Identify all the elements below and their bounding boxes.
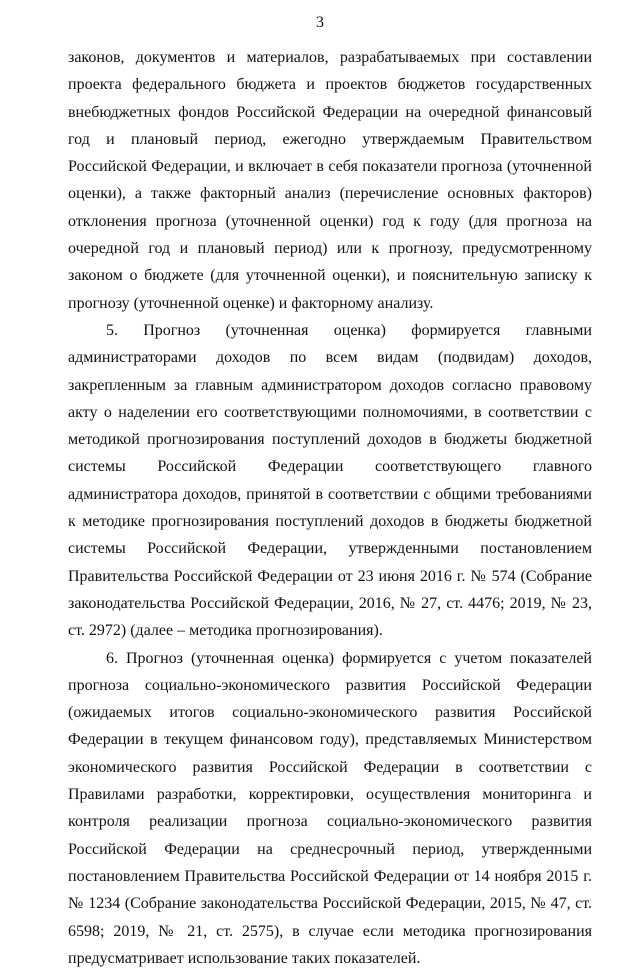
paragraph-continuation: законов, документов и материалов, разрабатываемых при составлении проекта федерального бюджета и проектов бюджетов государственных внебюджетных фондов Российской Федерации на очередной финансовый год и плановый период, ежегодно утверждаемым Правительством Российской Федерации, и включает в себя показатели прогноза (уточненной оценки), а также факторный анализ (перечисление основных факторов) отклонения прогноза (уточненной оценки) год к году (для прогноза на очередной год и плановый период) или к прогнозу, предусмотренному законом о бюджете (для уточненной оценки), и пояснительную записку к прогнозу (уточненной оценке) и факторному анализу.	[68, 49, 592, 312]
page-number: 3	[316, 14, 324, 31]
paragraph-item-5: 5. Прогноз (уточненная оценка) формируется главными администраторами доходов по всем видам (подвидам) доходов, закрепленным за главным администратором доходов согласно правовому акту о наделении его соответствующими полномочиями, в соответствии с методикой прогнозирования поступлений доходов в бюджеты бюджетной системы Российской Федерации соответствующего главного администратора доходов, принятой в соответствии с общими требованиями к методике прогнозирования поступлений доходов в бюджеты бюджетной системы Российской Федерации, утвержденными постановлением Правительства Российской Федерации от 23 июня 2016 г. № 574 (Собрание законодательства Российской Федерации, 2016, № 27, ст. 4476; 2019, № 23, ст. 2972) (далее – методика прогнозирования).	[68, 321, 592, 640]
paragraph-item-6: 6. Прогноз (уточненная оценка) формируется с учетом показателей прогноза социально-экономического развития Российской Федерации (ожидаемых итогов социально-экономического развития Российской Федерации в текущем финансовом году), представляемых Министерством экономического развития Российской Федерации в соответствии с Правилами разработки, корректировки, осуществления мониторинга и контроля реализации прогноза социально-экономического развития Российской Федерации на среднесрочный период, утвержденными постановлением Правительства Российской Федерации от 14 ноября 2015 г. № 1234 (Собрание законодательства Российской Федерации, 2015, № 47, ст. 6598; 2019, № 21, ст. 2575), в случае если методика прогнозирования предусматривает использование таких показателей.	[68, 649, 592, 967]
document-body	[68, 44, 592, 972]
